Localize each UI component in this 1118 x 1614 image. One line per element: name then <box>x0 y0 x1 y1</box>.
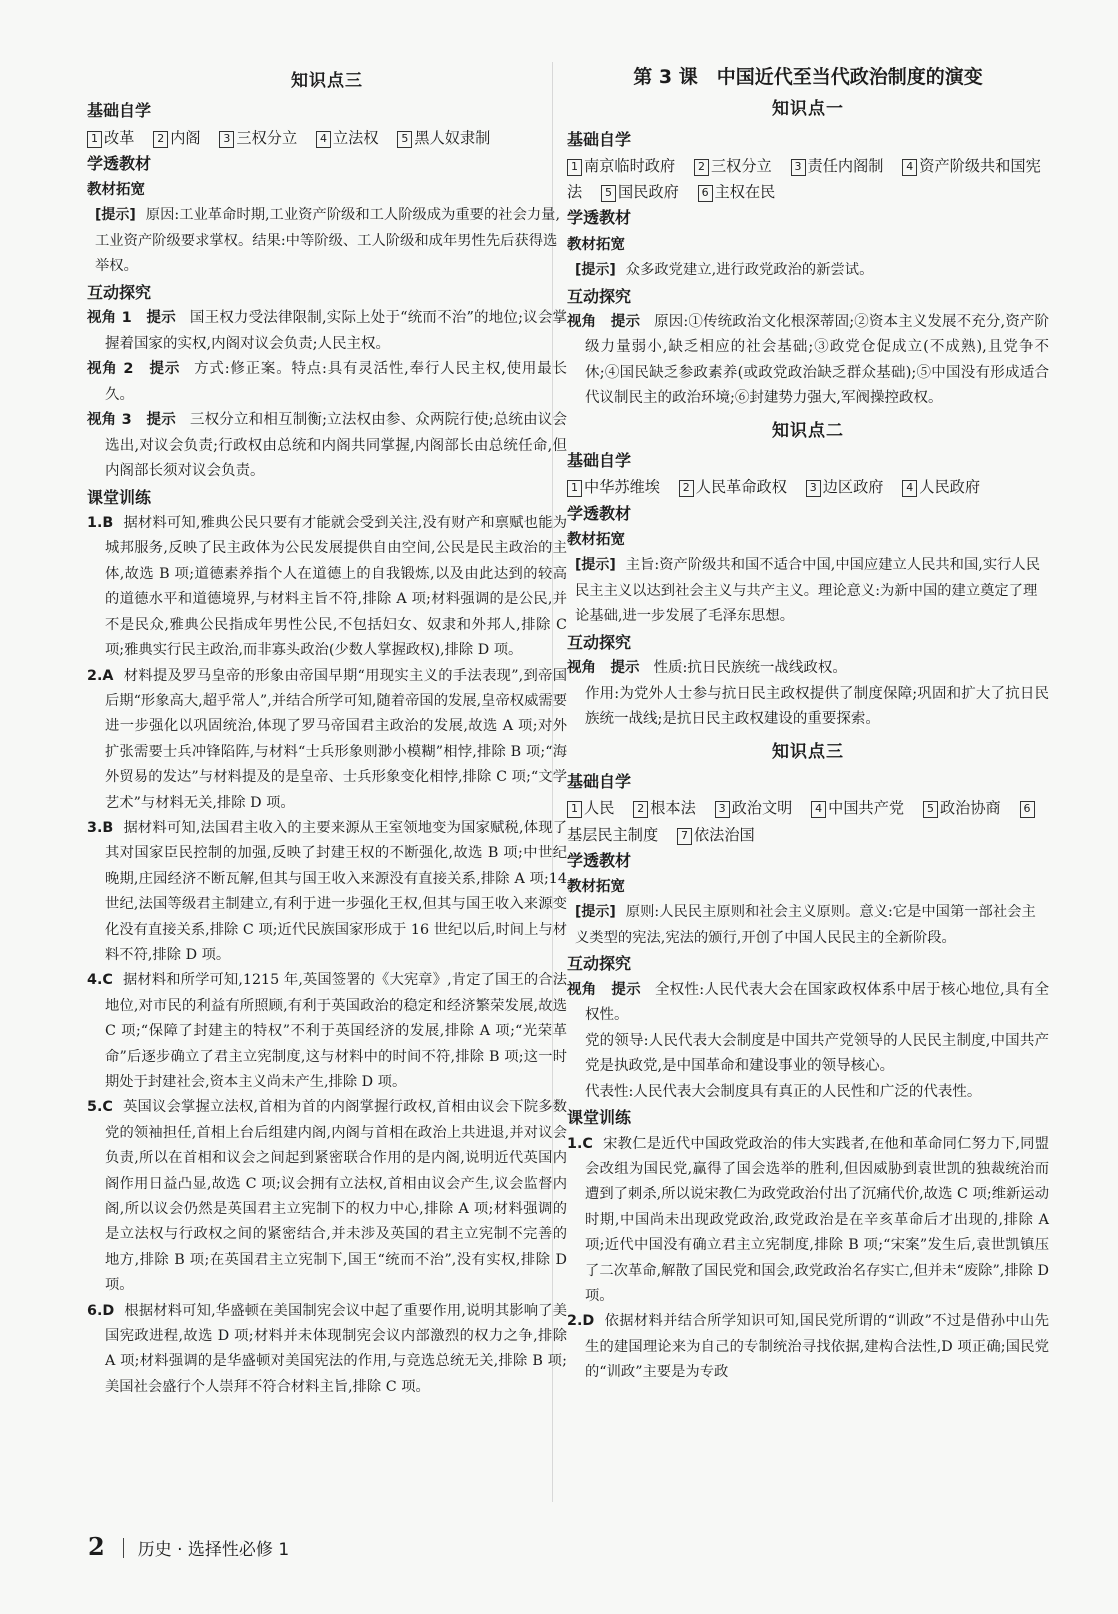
section-title: 知识点二 <box>772 420 844 441</box>
view-item-text: 党的领导:人民代表大会制度是中国共产党领导的人民民主制度,中国共产党是执政党,是中国革命和建设事业的领导核心。 <box>585 1032 1049 1075</box>
xuetou-heading: 学透教材 <box>567 503 632 523</box>
view-item: 视角 提示 性质:抗日民族统一战线政权。 <box>567 660 847 677</box>
tip-paragraph: [提示] 原则:人民民主原则和社会主义原则。意义:它是中国第一部社会主义类型的宪法,宪法的颁行,开创了中国人民民主的全新阶段。 <box>575 904 1036 946</box>
jichu-items: 1 改革 2 内阁 3 三权分立 4 立法权 5 黑人奴隶制 <box>87 125 567 151</box>
jichu-items: 1 中华苏维埃 2 人民革命政权 3 边区政府 4 人民政府 <box>567 474 1049 500</box>
jichu-heading: 基础自学 <box>567 129 632 149</box>
page-footer <box>88 1532 289 1561</box>
footer-divider <box>123 1538 124 1558</box>
jichu-heading: 基础自学 <box>567 451 632 471</box>
view-item: 视角 2 提示 方式:修正案。特点:具有灵活性,奉行人民主权,使用最长久。 <box>87 361 567 403</box>
tuokuan-heading: 教材拓宽 <box>567 879 625 896</box>
jichu-heading: 基础自学 <box>87 101 152 121</box>
section-title: 知识点三 <box>291 71 363 91</box>
lesson-title: 第 3 课 中国近代至当代政治制度的演变 <box>633 66 983 88</box>
subject-label: 历史 · 选择性必修 1 <box>137 1540 290 1560</box>
answer-item: 2.D 依据材料并结合所学知识可知,国民党所谓的“训政”不过是借孙中山先生的建国理论来为自己的专制统治寻找依据,建构合法性,D 项正确;国民党的“训政”主要是为专政 <box>567 1313 1049 1381</box>
tip-paragraph: [提示] 主旨:资产阶级共和国不适合中国,中国应建立人民共和国,实行人民民主主义以达到社会主义与共产主义。理论意义:为新中国的建立奠定了理论基础,进一步发展了毛泽东思想。 <box>575 557 1041 625</box>
page-number: 2 <box>88 1532 105 1561</box>
hudong-heading: 互动探究 <box>567 632 632 652</box>
right-column <box>567 62 1049 1386</box>
xuetou-heading: 学透教材 <box>87 153 152 173</box>
view-item-text: 代表性:人民代表大会制度具有真正的人民性和广泛的代表性。 <box>585 1083 982 1100</box>
tip-paragraph: [提示] 原因:工业革命时期,工业资产阶级和工人阶级成为重要的社会力量,工业资产阶级要求掌权。结果:中等阶级、工人阶级和成年男性先后获得选举权。 <box>95 207 561 275</box>
jichu-heading: 基础自学 <box>567 771 632 791</box>
xuetou-heading: 学透教材 <box>567 208 632 228</box>
ketang-heading: 课堂训练 <box>567 1108 632 1128</box>
view-item: 视角 3 提示 三权分立和相互制衡;立法权由参、众两院行使;总统由议会选出,对议会负责;行政权由总统和内阁共同掌握,内阁部长由总统任命,但内阁部长须对议会负责。 <box>87 412 567 480</box>
view-item: 视角 提示 原因:①传统政治文化根深蒂固;②资本主义发展不充分,资产阶级力量弱小,缺乏相应的社会基础;③政党仓促成立(不成熟),且党争不休;④国民缺乏参政素养(或政党政治缺乏群众基础);⑤中国没有形成适合代议制民主的政治环境;⑥封建势力强大,军阀操控政权。 <box>567 313 1049 407</box>
section-title: 知识点三 <box>772 741 844 762</box>
tip-paragraph: [提示] 众多政党建立,进行政党政治的新尝试。 <box>575 262 874 279</box>
view-item: 视角 提示 全权性:人民代表大会在国家政权体系中居于核心地位,具有全权性。 <box>567 981 1049 1024</box>
ketang-heading: 课堂训练 <box>87 487 152 507</box>
section-title: 知识点一 <box>772 99 844 120</box>
hudong-heading: 互动探究 <box>567 286 632 306</box>
view-item: 视角 1 提示 国王权力受法律限制,实际上处于“统而不治”的地位;议会掌握着国家的实权,内阁对议会负责;人民主权。 <box>87 310 567 352</box>
answer-item: 4.C 据材料和所学可知,1215 年,英国签署的《大宪章》,肯定了国王的合法地位,对市民的利益有所照顾,有利于英国政治的稳定和经济繁荣发展,故选 C 项;“保障了封建主的特权”不利于英国经济的发展,排除 A 项;“光荣革命”后逐步确立了君主立宪制度,这与材料中的时间不符,排除 B 项;这一时期处于封建社会,资本主义尚未产生,排除 D 项。 <box>87 972 567 1091</box>
jichu-items: 1 南京临时政府 2 三权分立 3 责任内阁制 4 资产阶级共和国宪法 5 国民政府 6 主权在民 <box>567 156 1041 202</box>
view-item-text: 作用:为党外人士参与抗日民主政权提供了制度保障;巩固和扩大了抗日民族统一战线;是抗日民主政权建设的重要探索。 <box>585 685 1049 728</box>
left-column <box>87 62 567 1400</box>
hudong-heading: 互动探究 <box>87 282 152 302</box>
answer-item: 5.C 英国议会掌握立法权,首相为首的内阁掌握行政权,首相由议会下院多数党的领袖担任,首相上台后组建内阁,内阁与首相在政治上共进退,并对议会负责,所以在首相和议会之间起到紧密联合作用的是内阁,说明近代英国内阁作用日益凸显,故选 C 项;议会拥有立法权,首相由议会产生,议会监督内阁,所以议会仍然是英国君主立宪制下的权力中心,排除 A 项;材料强调的是立法权与行政权之间的紧密结合,并未涉及英国的君主立宪制不完善的地方,排除 B 项;在英国君主立宪制下,国王“统而不治”,没有实权,排除 D 项。 <box>87 1099 567 1294</box>
answer-item: 6.D 根据材料可知,华盛顿在美国制宪会议中起了重要作用,说明其影响了美国宪政进程,故选 D 项;材料并未体现制宪会议内部激烈的权力之争,排除 A 项;材料强调的是华盛顿对美国宪法的作用,与竞选总统无关,排除 B 项;美国社会盛行个人崇拜不符合材料主旨,排除 C 项。 <box>87 1302 567 1395</box>
answer-item: 2.A 材料提及罗马皇帝的形象由帝国早期“用现实主义的手法表现”,到帝国后期“形象高大,超乎常人”,并结合所学可知,随着帝国的发展,皇帝权威需要进一步强化以巩固统治,体现了罗马帝国君主政治的发展,故选 A 项;对外扩张需要士兵冲锋陷阵,与材料“士兵形象则渺小模糊”相悖,排除 B 项;“海外贸易的发达”与材料提及的是皇帝、士兵形象变化相悖,排除 C 项;“文学艺术”与材料无关,排除 D 项。 <box>87 667 567 811</box>
answer-item: 1.C 宋教仁是近代中国政党政治的伟大实践者,在他和革命同仁努力下,同盟会改组为国民党,赢得了国会选举的胜利,但因威胁到袁世凯的独裁统治而遭到了刺杀,所以说宋教仁为政党政治付出了沉痛代价,故选 C 项;维新运动时期,中国尚未出现政党政治,政党政治是在辛亥革命后才出现的,排除 A 项;近代中国没有确立君主立宪制度,排除 B 项;“宋案”发生后,袁世凯镇压了二次革命,解散了国民党和国会,政党政治名存实亡,但并未“废除”,排除 D 项。 <box>567 1135 1049 1304</box>
xuetou-heading: 学透教材 <box>567 850 632 870</box>
tuokuan-heading: 教材拓宽 <box>567 236 625 253</box>
answer-item: 3.B 据材料可知,法国君主收入的主要来源从王室领地变为国家赋税,体现了其对国家臣民控制的加强,反映了封建王权的不断强化,故选 B 项;中世纪晚期,庄园经济不断瓦解,但其与国王收入来源没有直接关系,排除 A 项;14 世纪,法国等级君主制建立,有利于进一步强化王权,但其与国王收入来源变化没有直接关系,排除 C 项;近代民族国家形成于 16 世纪以后,时间上与材料不符,排除 D 项。 <box>87 819 567 963</box>
hudong-heading: 互动探究 <box>567 954 632 974</box>
tuokuan-heading: 教材拓宽 <box>87 182 145 199</box>
jichu-items: 1 人民 2 根本法 3 政治文明 4 中国共产党 5 政治协商 6基层民主制度 7 依法治国 <box>567 795 1049 848</box>
answer-item: 1.B 据材料可知,雅典公民只要有才能就会受到关注,没有财产和禀赋也能为城邦服务,反映了民主政体为公民发展提供自由空间,公民是民主政治的主体,故选 B 项;道德素养指个人在道德上的自我锻炼,以及由此达到的较高的道德水平和道德境界,与材料主旨不符,排除 A 项;材料强调的是公民,并不是民众,雅典公民指成年男性公民,不包括妇女、奴隶和外邦人,排除 C 项;雅典实行民主政治,而非寡头政治(少数人掌握政权),排除 D 项。 <box>87 515 567 659</box>
tuokuan-heading: 教材拓宽 <box>567 532 625 549</box>
